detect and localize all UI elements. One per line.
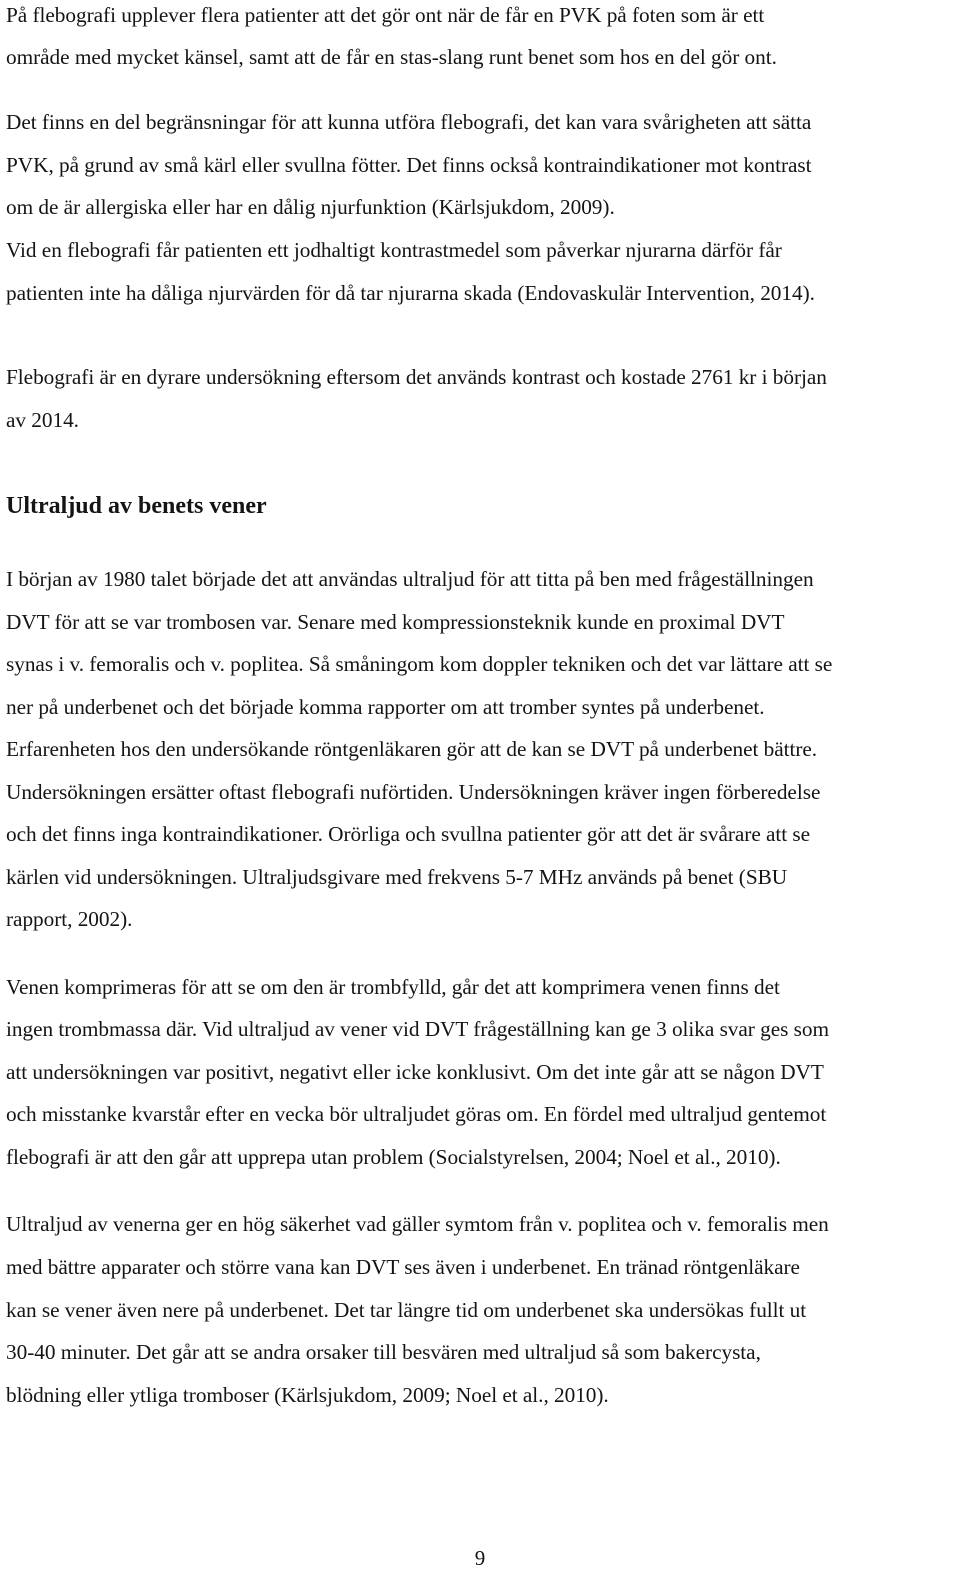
paragraph-line: om de är allergiska eller har en dålig njurfunktion (Kärlsjukdom, 2009). <box>6 195 615 219</box>
paragraph-line: DVT för att se var trombosen var. Senare med kompressionsteknik kunde en proximal DVT <box>6 610 785 634</box>
paragraph-line: av 2014. <box>6 408 79 432</box>
paragraph-line: ner på underbenet och det började komma rapporter om att tromber syntes på underbenet. <box>6 695 765 719</box>
paragraph-line: I början av 1980 talet började det att användas ultraljud för att titta på ben med frågeställningen <box>6 567 814 591</box>
paragraph-line: Venen komprimeras för att se om den är trombfylld, går det att komprimera venen finns det <box>6 975 780 999</box>
paragraph-line: synas i v. femoralis och v. poplitea. Så småningom kom doppler tekniken och det var lättare att se <box>6 652 833 676</box>
paragraph-line: rapport, 2002). <box>6 907 133 931</box>
paragraph-line: Det finns en del begränsningar för att kunna utföra flebografi, det kan vara svårigheten att sätta <box>6 110 812 134</box>
paragraph-line: Flebografi är en dyrare undersökning eftersom det används kontrast och kostade 2761 kr i början <box>6 365 827 389</box>
paragraph-line: PVK, på grund av små kärl eller svullna fötter. Det finns också kontraindikationer mot kontrast <box>6 153 812 177</box>
paragraph-line: patienten inte ha dåliga njurvärden för då tar njurarna skada (Endovaskulär Intervention, 2014). <box>6 281 815 305</box>
paragraph-line: Undersökningen ersätter oftast flebografi nuförtiden. Undersökningen kräver ingen förberedelse <box>6 780 821 804</box>
paragraph-line: flebografi är att den går att upprepa utan problem (Socialstyrelsen, 2004; Noel et al., 2010). <box>6 1145 781 1169</box>
paragraph-line: På flebografi upplever flera patienter att det gör ont när de får en PVK på foten som är ett <box>6 3 765 27</box>
paragraph-line: blödning eller ytliga tromboser (Kärlsjukdom, 2009; Noel et al., 2010). <box>6 1383 609 1407</box>
paragraph-line: ingen trombmassa där. Vid ultraljud av vener vid DVT frågeställning kan ge 3 olika svar ges som <box>6 1017 829 1041</box>
paragraph-line: 30-40 minuter. Det går att se andra orsaker till besvären med ultraljud så som bakercysta, <box>6 1340 761 1364</box>
paragraph-line: kan se vener även nere på underbenet. Det tar längre tid om underbenet ska undersökas fullt ut <box>6 1298 807 1322</box>
section-heading: Ultraljud av benets vener <box>6 493 267 519</box>
paragraph-line: kärlen vid undersökningen. Ultraljudsgivare med frekvens 5-7 MHz används på benet (SBU <box>6 865 788 889</box>
page-number: 9 <box>474 1546 486 1570</box>
paragraph-line: Ultraljud av venerna ger en hög säkerhet vad gäller symtom från v. poplitea och v. femoralis men <box>6 1212 829 1236</box>
paragraph-line: och misstanke kvarstår efter en vecka bör ultraljudet göras om. En fördel med ultraljud gentemot <box>6 1102 827 1126</box>
paragraph-line: att undersökningen var positivt, negativt eller icke konklusivt. Om det inte går att se någon DVT <box>6 1060 824 1084</box>
paragraph-line: Erfarenheten hos den undersökande röntgenläkaren gör att de kan se DVT på underbenet bättre. <box>6 737 818 761</box>
paragraph-line: och det finns inga kontraindikationer. Orörliga och svullna patienter gör att det är svårare att se <box>6 822 811 846</box>
paragraph-line: Vid en flebografi får patienten ett jodhaltigt kontrastmedel som påverkar njurarna därför får <box>6 238 782 262</box>
paragraph-line: område med mycket känsel, samt att de får en stas-slang runt benet som hos en del gör ont. <box>6 45 777 69</box>
paragraph-line: med bättre apparater och större vana kan DVT ses även i underbenet. En tränad röntgenläkare <box>6 1255 800 1279</box>
